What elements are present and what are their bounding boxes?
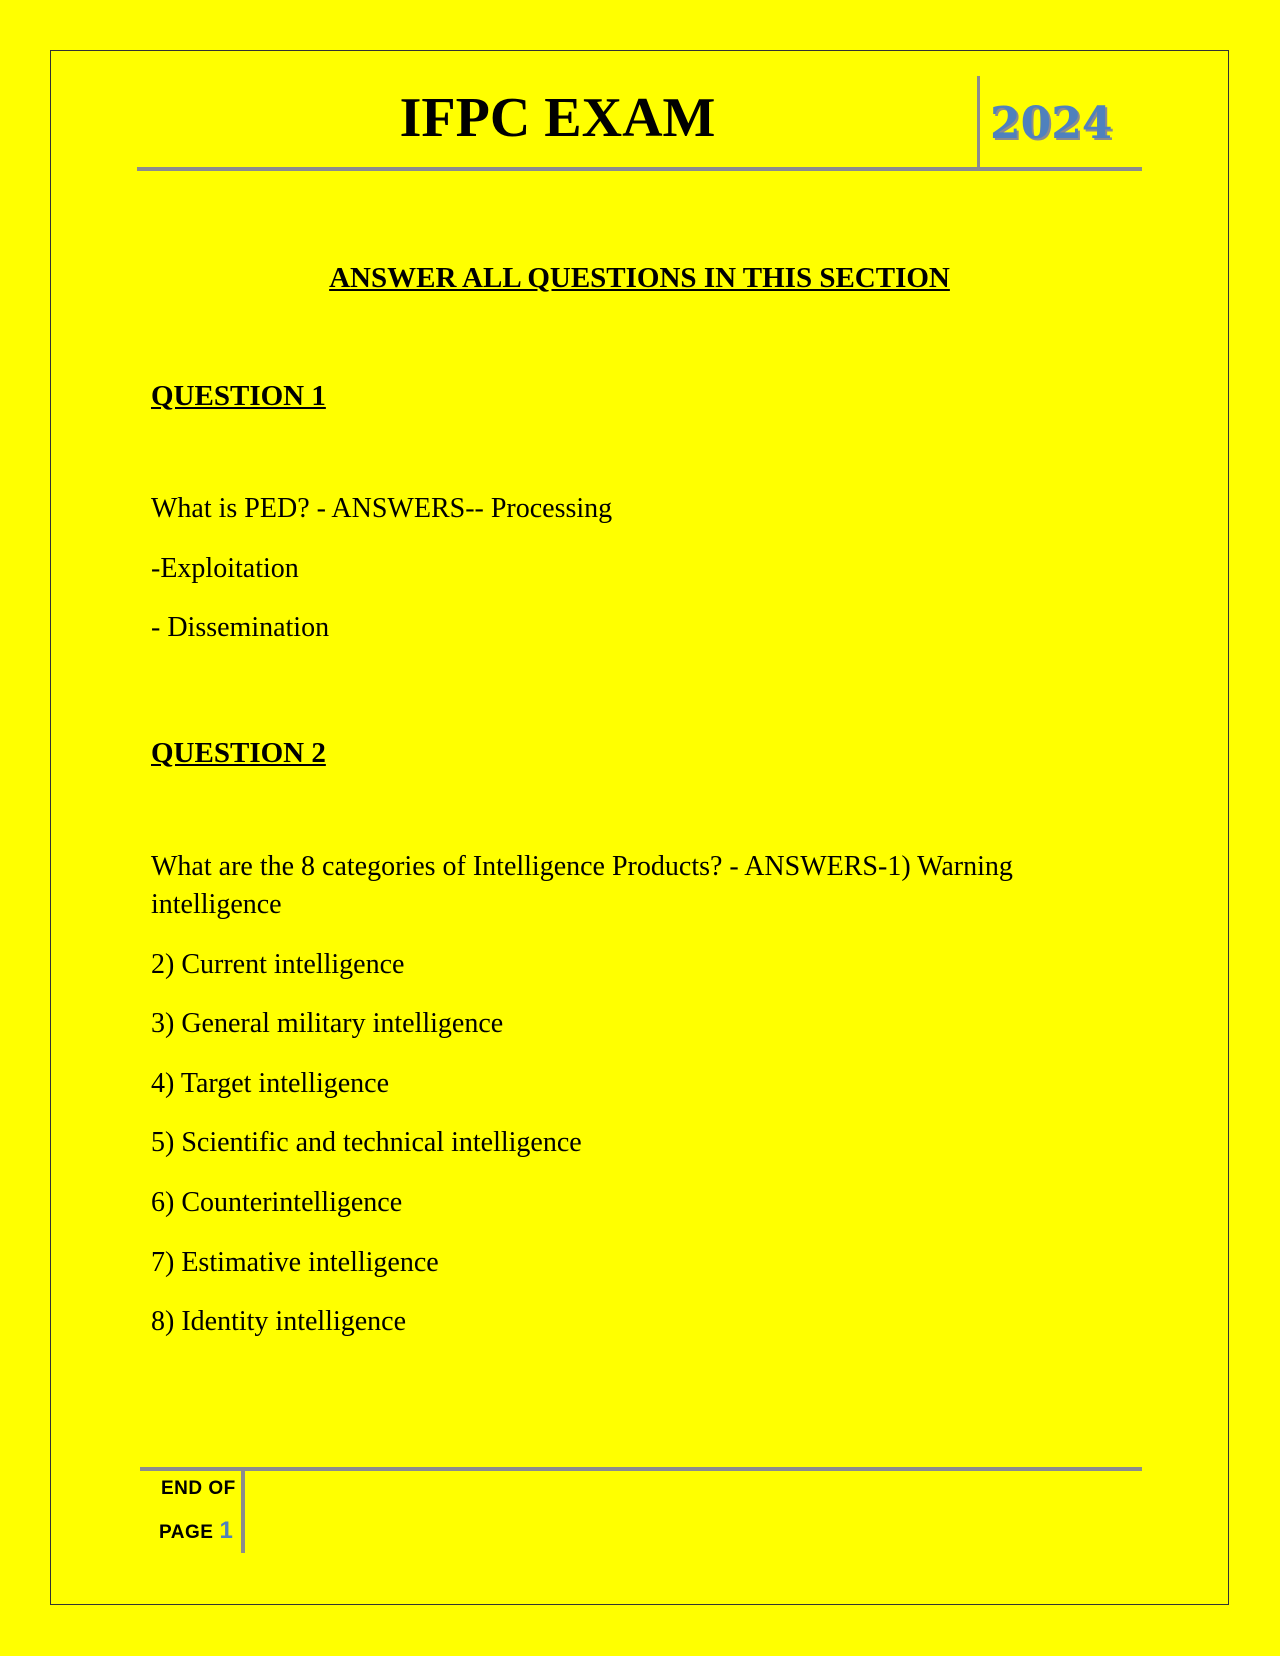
question-2-title: QUESTION 2 (151, 737, 326, 769)
header-divider (977, 76, 980, 167)
question-2-line: What are the 8 categories of Intelligence Products? - ANSWERS-1) Warning intelligence (151, 851, 1013, 920)
footer-page-label (159, 1518, 233, 1546)
question-2-line: 8) Identity intelligence (151, 1306, 407, 1337)
question-2-line: 5) Scientific and technical intelligence (151, 1127, 582, 1158)
question-1-title: QUESTION 1 (151, 380, 326, 412)
exam-year: 2024 (990, 98, 1113, 149)
question-2-line: 2) Current intelligence (151, 949, 405, 980)
question-2-line: 3) General military intelligence (151, 1008, 504, 1039)
question-2-line: 4) Target intelligence (151, 1068, 390, 1099)
page-number: 1 (219, 1517, 234, 1544)
exam-title: IFPC EXAM (399, 87, 716, 149)
footer-rule (140, 1467, 1142, 1471)
question-2-line: 6) Counterintelligence (151, 1187, 403, 1218)
question-1-line: - Dissemination (151, 612, 330, 643)
question-2-line: 7) Estimative intelligence (151, 1247, 439, 1278)
header-rule (137, 167, 1142, 171)
footer-divider (241, 1471, 245, 1553)
footer-page-text: PAGE (159, 1522, 214, 1543)
footer-end-of: END OF (161, 1478, 236, 1499)
question-1-line: What is PED? - ANSWERS-- Processing (151, 493, 613, 524)
section-heading: ANSWER ALL QUESTIONS IN THIS SECTION (329, 262, 950, 294)
question-1-line: -Exploitation (151, 553, 299, 584)
